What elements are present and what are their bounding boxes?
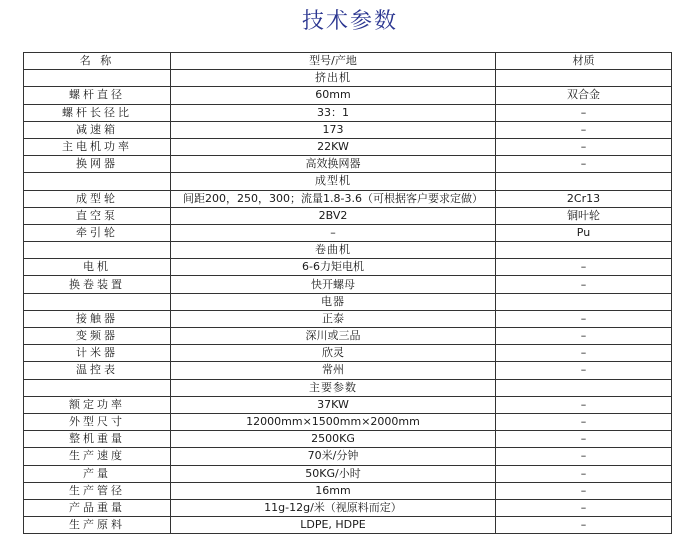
spec-material: Pu (496, 224, 672, 241)
header-model: 型号/产地 (171, 53, 496, 70)
spec-row (24, 207, 672, 224)
spec-model: 11g-12g/米（视原料而定） (171, 499, 496, 516)
spec-model: 12000mm×1500mm×2000mm (171, 413, 496, 430)
spec-model: 16mm (171, 482, 496, 499)
spec-row (24, 104, 672, 121)
section-empty-cell (496, 173, 672, 190)
spec-row (24, 517, 672, 534)
spec-name: 减速箱 (24, 121, 171, 138)
spec-row (24, 224, 672, 241)
section-empty-cell (496, 293, 672, 310)
spec-row (24, 310, 672, 327)
spec-material: – (496, 499, 672, 516)
spec-model: 快开螺母 (171, 276, 496, 293)
spec-material: – (496, 448, 672, 465)
spec-name: 生产管径 (24, 482, 171, 499)
section-title: 主要参数 (171, 379, 496, 396)
spec-row (24, 156, 672, 173)
section-empty-cell (24, 173, 171, 190)
spec-name: 接触器 (24, 310, 171, 327)
spec-row (24, 345, 672, 362)
spec-name: 产量 (24, 465, 171, 482)
section-row (24, 242, 672, 259)
section-title: 挤出机 (171, 70, 496, 87)
spec-material: – (496, 413, 672, 430)
spec-row (24, 448, 672, 465)
spec-row (24, 413, 672, 430)
spec-model: 深川或三品 (171, 328, 496, 345)
spec-table (23, 52, 672, 534)
spec-row (24, 138, 672, 155)
spec-row (24, 482, 672, 499)
spec-material: – (496, 156, 672, 173)
spec-row (24, 259, 672, 276)
spec-name: 电机 (24, 259, 171, 276)
section-empty-cell (24, 242, 171, 259)
spec-model: 33：1 (171, 104, 496, 121)
spec-model: 2BV2 (171, 207, 496, 224)
section-row (24, 293, 672, 310)
spec-row (24, 190, 672, 207)
spec-row (24, 499, 672, 516)
spec-name: 产品重量 (24, 499, 171, 516)
spec-material: 2Cr13 (496, 190, 672, 207)
spec-row (24, 328, 672, 345)
section-empty-cell (496, 242, 672, 259)
section-title: 成型机 (171, 173, 496, 190)
section-empty-cell (24, 293, 171, 310)
spec-row (24, 396, 672, 413)
spec-material: 铜叶轮 (496, 207, 672, 224)
section-row (24, 70, 672, 87)
spec-name: 温控表 (24, 362, 171, 379)
spec-material: – (496, 259, 672, 276)
spec-material: – (496, 345, 672, 362)
spec-material: – (496, 121, 672, 138)
spec-model: LDPE, HDPE (171, 517, 496, 534)
spec-material: – (496, 465, 672, 482)
section-row (24, 173, 672, 190)
spec-name: 牵引轮 (24, 224, 171, 241)
spec-material: – (496, 362, 672, 379)
spec-name: 直空泵 (24, 207, 171, 224)
header-name: 名 称 (24, 53, 171, 70)
spec-model: 173 (171, 121, 496, 138)
spec-name: 变频器 (24, 328, 171, 345)
spec-model: 常州 (171, 362, 496, 379)
spec-name: 换卷装置 (24, 276, 171, 293)
header-row (24, 53, 672, 70)
spec-row (24, 362, 672, 379)
section-title: 卷曲机 (171, 242, 496, 259)
spec-material: – (496, 431, 672, 448)
spec-material: – (496, 396, 672, 413)
spec-material: – (496, 328, 672, 345)
spec-model: 2500KG (171, 431, 496, 448)
spec-name: 生产原料 (24, 517, 171, 534)
section-empty-cell (24, 70, 171, 87)
spec-model: – (171, 224, 496, 241)
section-empty-cell (496, 70, 672, 87)
spec-model: 22KW (171, 138, 496, 155)
spec-model: 欣灵 (171, 345, 496, 362)
spec-name: 外型尺寸 (24, 413, 171, 430)
section-empty-cell (496, 379, 672, 396)
spec-name: 额定功率 (24, 396, 171, 413)
spec-row (24, 276, 672, 293)
spec-model: 高效换网器 (171, 156, 496, 173)
spec-model: 6-6力矩电机 (171, 259, 496, 276)
spec-name: 生产速度 (24, 448, 171, 465)
spec-name: 换网器 (24, 156, 171, 173)
section-empty-cell (24, 379, 171, 396)
spec-name: 螺杆长径比 (24, 104, 171, 121)
spec-name: 计米器 (24, 345, 171, 362)
spec-model: 60mm (171, 87, 496, 104)
spec-model: 间距200，250，300；流量1.8-3.6（可根据客户要求定做） (171, 190, 496, 207)
spec-model: 50KG/小时 (171, 465, 496, 482)
header-material: 材质 (496, 53, 672, 70)
spec-name: 整机重量 (24, 431, 171, 448)
page-title: 技术参数 (301, 9, 398, 34)
spec-material: – (496, 517, 672, 534)
spec-material: – (496, 310, 672, 327)
section-row (24, 379, 672, 396)
spec-row (24, 121, 672, 138)
spec-row (24, 87, 672, 104)
spec-model: 37KW (171, 396, 496, 413)
spec-material: – (496, 104, 672, 121)
spec-material: – (496, 482, 672, 499)
spec-name: 成型轮 (24, 190, 171, 207)
spec-material: – (496, 276, 672, 293)
spec-name: 主电机功率 (24, 138, 171, 155)
section-title: 电器 (171, 293, 496, 310)
spec-material: 双合金 (496, 87, 672, 104)
spec-row (24, 465, 672, 482)
spec-model: 70米/分钟 (171, 448, 496, 465)
spec-model: 正泰 (171, 310, 496, 327)
spec-row (24, 431, 672, 448)
spec-name: 螺杆直径 (24, 87, 171, 104)
spec-material: – (496, 138, 672, 155)
spec-table-body (24, 53, 672, 534)
